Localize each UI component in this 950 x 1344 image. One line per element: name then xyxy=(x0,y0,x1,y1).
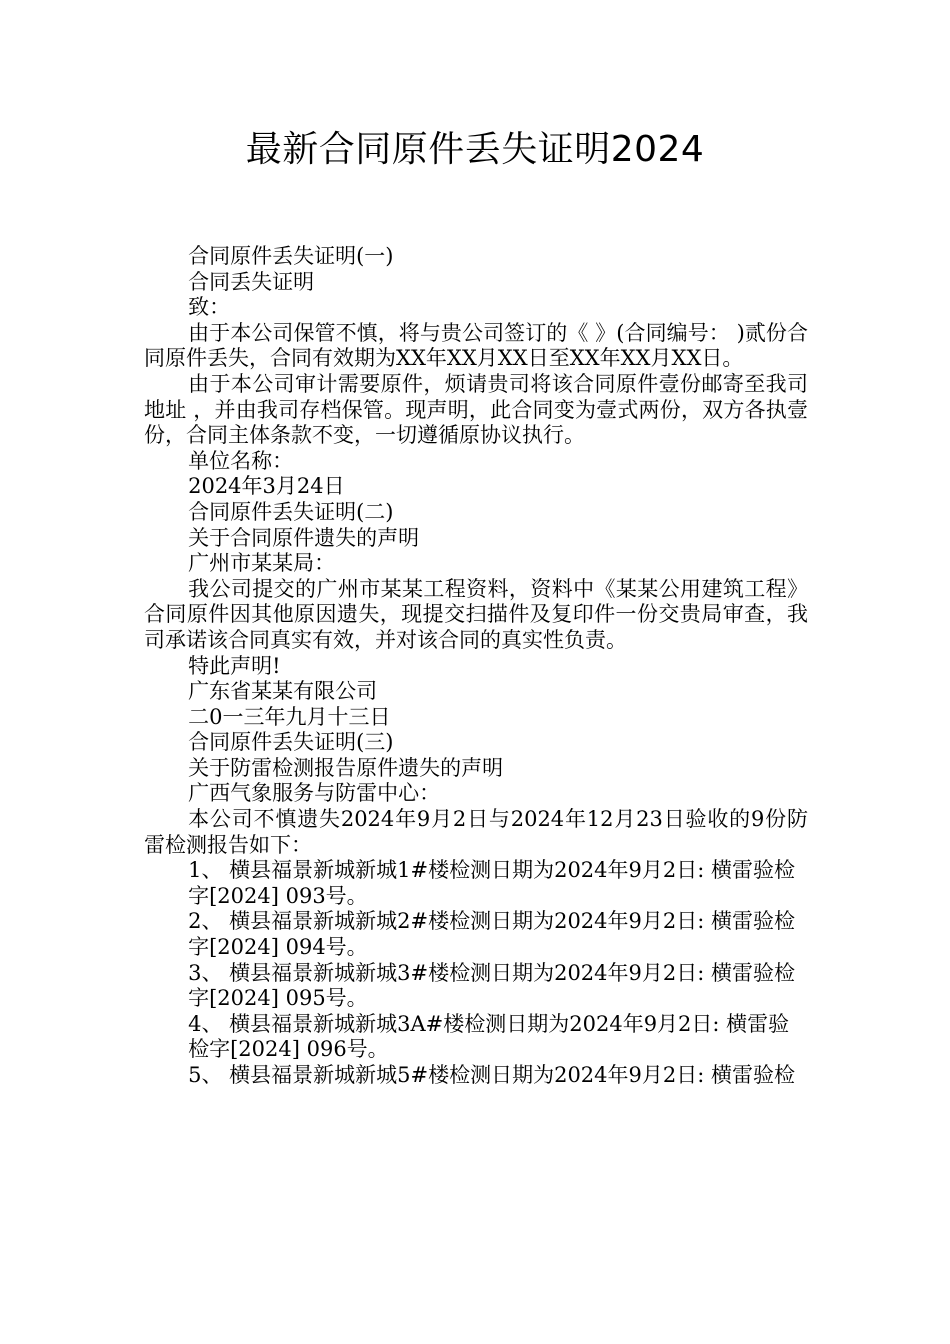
salutation: 广西气象服务与防雷中心： xyxy=(188,781,441,806)
document-body xyxy=(144,244,808,1089)
list-item-continuation: 字[2024] 095号。 xyxy=(188,986,368,1011)
salutation: 广州市某某局： xyxy=(188,551,336,576)
list-item-continuation: 检字[2024] 096号。 xyxy=(188,1037,389,1062)
list-item-continuation: 字[2024] 093号。 xyxy=(188,883,368,908)
signature-label: 单位名称： xyxy=(188,448,294,473)
list-item: 2、 横县福景新城新城2#楼检测日期为2024年9月2日: 横雷验检 xyxy=(188,909,795,934)
section-heading: 合同原件丢失证明(二) xyxy=(188,499,394,524)
body-paragraph: 由于本公司审计需要原件，烦请贵司将该合同原件壹份邮寄至我司地址 ，并由我司存档保管。现声明，此合同变为壹式两份，双方各执壹份，合同主体条款不变，一切遵循原协议执行。 xyxy=(144,371,808,448)
subheading: 合同丢失证明 xyxy=(188,269,315,294)
body-paragraph: 由于本公司保管不慎，将与贵公司签订的《 》(合同编号： )贰份合同原件丢失，合同有效期为XX年XX月XX日至XX年XX月XX日。 xyxy=(144,320,808,371)
list-item-continuation: 字[2024] 094号。 xyxy=(188,935,368,960)
date-line: 2024年3月24日 xyxy=(188,474,345,499)
section-heading: 合同原件丢失证明(三) xyxy=(188,730,394,755)
closing-line: 特此声明! xyxy=(188,653,281,678)
signature-company: 广东省某某有限公司 xyxy=(188,679,378,704)
subheading: 关于合同原件遗失的声明 xyxy=(188,525,420,550)
list-item: 1、 横县福景新城新城1#楼检测日期为2024年9月2日: 横雷验检 xyxy=(188,858,795,883)
date-line: 二0一三年九月十三日 xyxy=(188,704,391,729)
body-paragraph: 我公司提交的广州市某某工程资料，资料中《某某公用建筑工程》合同原件因其他原因遗失，现提交扫描件及复印件一份交贵局审查，我司承诺该合同真实有效，并对该合同的真实性负责。 xyxy=(144,576,808,652)
list-item: 3、 横县福景新城新城3#楼检测日期为2024年9月2日: 横雷验检 xyxy=(188,960,795,985)
list-item: 4、 横县福景新城新城3A#楼检测日期为2024年9月2日: 横雷验 xyxy=(188,1011,790,1036)
body-paragraph: 本公司不慎遗失2024年9月2日与2024年12月23日验收的9份防雷检测报告如下： xyxy=(144,807,808,857)
document-title: 最新合同原件丢失证明2024 xyxy=(245,129,705,170)
section-heading: 合同原件丢失证明(一) xyxy=(188,244,394,268)
salutation: 致： xyxy=(188,295,231,320)
subheading: 关于防雷检测报告原件遗失的声明 xyxy=(188,755,504,780)
list-item: 5、 横县福景新城新城5#楼检测日期为2024年9月2日: 横雷验检 xyxy=(188,1063,795,1087)
